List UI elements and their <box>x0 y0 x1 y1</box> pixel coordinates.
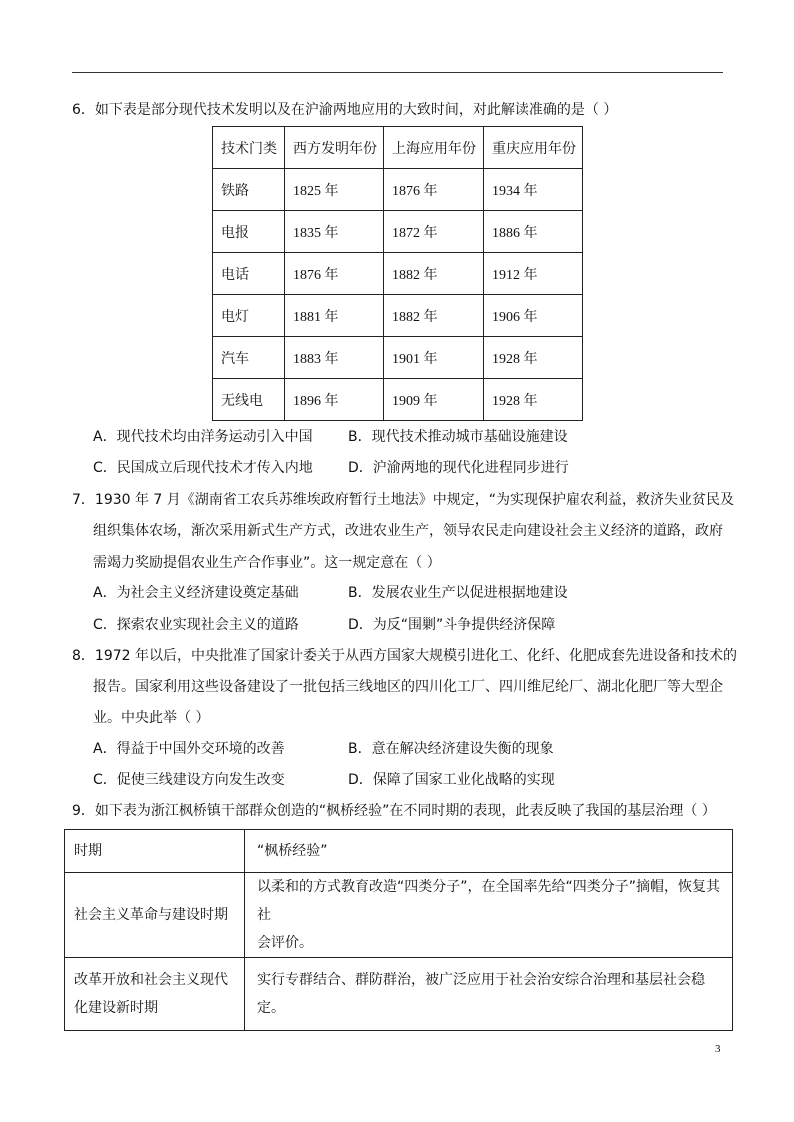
q6-cell: 1886 年 <box>484 211 583 253</box>
q6-cell: 1906 年 <box>484 295 583 337</box>
q8-option-c: C．促使三线建设方向发生改变 <box>93 772 285 788</box>
page-number: 3 <box>715 1043 721 1055</box>
q8-option-b: B．意在解决经济建设失衡的现象 <box>348 741 554 757</box>
q6-table-row <box>213 295 583 337</box>
q6-cell: 铁路 <box>213 169 285 211</box>
q9-header-desc: “枫桥经验” <box>245 830 733 873</box>
q8-option-d: D．保障了国家工业化战略的实现 <box>348 772 555 788</box>
q6-table-row <box>213 169 583 211</box>
q7-stem-line2: 组织集体农场，渐次采用新式生产方式，改进农业生产，领导农民走向建设社会主义经济的道路，政府 <box>93 523 723 539</box>
q6-cell: 1882 年 <box>384 253 484 295</box>
q9-period-text: 社会主义革命与建设时期 <box>74 907 228 923</box>
q6-cell: 1876 年 <box>285 253 384 295</box>
q6-cell: 电话 <box>213 253 285 295</box>
q7-stem-line3: 需竭力奖励提倡农业生产合作事业”。这一规定意在（ ） <box>93 555 441 571</box>
q6-option-d: D．沪渝两地的现代化进程同步进行 <box>348 460 569 476</box>
q6-cell: 1909 年 <box>384 379 484 421</box>
q6-cell: 1912 年 <box>484 253 583 295</box>
q6-cell: 1896 年 <box>285 379 384 421</box>
q6-cell: 1883 年 <box>285 337 384 379</box>
q6-table <box>212 126 583 421</box>
q6-cell: 1934 年 <box>484 169 583 211</box>
q6-cell: 电灯 <box>213 295 285 337</box>
q9-desc-line: 以柔和的方式教育改造“四类分子”，在全国率先给“四类分子”摘帽，恢复其社 <box>257 879 721 923</box>
q9-desc-text: 实行专群结合、群防群治，被广泛应用于社会治安综合治理和基层社会稳定。 <box>257 972 705 1016</box>
q9-table-row <box>65 958 733 1031</box>
q8-stem-line2: 报告。国家利用这些设备建设了一批包括三线地区的四川化工厂、四川维尼纶厂、湖北化肥厂等大型企 <box>93 679 723 695</box>
q9-desc-cell <box>245 873 733 958</box>
q9-table <box>64 829 733 1031</box>
q9-desc-cell <box>245 958 733 1031</box>
q6-header-cell: 重庆应用年份 <box>484 127 583 169</box>
q9-table-header <box>65 830 733 873</box>
q6-option-a: A．现代技术均由洋务运动引入中国 <box>93 429 313 445</box>
q9-stem: 9．如下表为浙江枫桥镇干部群众创造的“枫桥经验”在不同时期的表现，此表反映了我国的基层治理（ ） <box>72 803 716 819</box>
q6-cell: 1928 年 <box>484 337 583 379</box>
q6-cell: 1825 年 <box>285 169 384 211</box>
q6-cell: 1881 年 <box>285 295 384 337</box>
q6-stem: 6．如下表是部分现代技术发明以及在沪渝两地应用的大致时间，对此解读准确的是（ ） <box>72 102 618 118</box>
q9-period-line: 改革开放和社会主义现代 <box>74 972 228 988</box>
q6-table-header <box>213 127 583 169</box>
q7-option-b: B．发展农业生产以促进根据地建设 <box>348 585 568 601</box>
q6-option-c: C．民国成立后现代技术才传入内地 <box>93 460 313 476</box>
q8-option-a: A．得益于中国外交环境的改善 <box>93 741 285 757</box>
q6-table-row <box>213 211 583 253</box>
q6-header-cell: 技术门类 <box>213 127 285 169</box>
q6-cell: 1928 年 <box>484 379 583 421</box>
q6-table-row <box>213 253 583 295</box>
q6-option-b: B．现代技术推动城市基础设施建设 <box>348 429 568 445</box>
q9-header-period: 时期 <box>65 830 245 873</box>
q6-cell: 1876 年 <box>384 169 484 211</box>
q6-cell: 汽车 <box>213 337 285 379</box>
q6-cell: 电报 <box>213 211 285 253</box>
q6-header-cell: 上海应用年份 <box>384 127 484 169</box>
q7-option-a: A．为社会主义经济建设奠定基础 <box>93 585 299 601</box>
q6-table-row <box>213 337 583 379</box>
q6-cell: 1901 年 <box>384 337 484 379</box>
q9-desc-line: 会评价。 <box>257 935 313 951</box>
header-rule <box>72 72 723 73</box>
q9-table-row <box>65 873 733 958</box>
q6-cell: 1882 年 <box>384 295 484 337</box>
q8-stem-line3: 业。中央此举（ ） <box>93 710 210 726</box>
q7-stem-line1: 7．1930 年 7 月《湖南省工农兵苏维埃政府暂行土地法》中规定，“为实现保护雇农利益，救济失业贫民及 <box>72 492 735 508</box>
q6-cell: 1835 年 <box>285 211 384 253</box>
q6-header-cell: 西方发明年份 <box>285 127 384 169</box>
q9-period-cell <box>65 958 245 1031</box>
q6-cell: 1872 年 <box>384 211 484 253</box>
q9-period-line: 化建设新时期 <box>74 1000 158 1016</box>
q7-option-d: D．为反“围剿”斗争提供经济保障 <box>348 617 556 633</box>
q6-table-row <box>213 379 583 421</box>
q7-option-c: C．探索农业实现社会主义的道路 <box>93 617 299 633</box>
q9-period-cell <box>65 873 245 958</box>
q6-cell: 无线电 <box>213 379 285 421</box>
q8-stem-line1: 8．1972 年以后，中央批准了国家计委关于从西方国家大规模引进化工、化纤、化肥成套先进设备和技术的 <box>72 648 737 664</box>
